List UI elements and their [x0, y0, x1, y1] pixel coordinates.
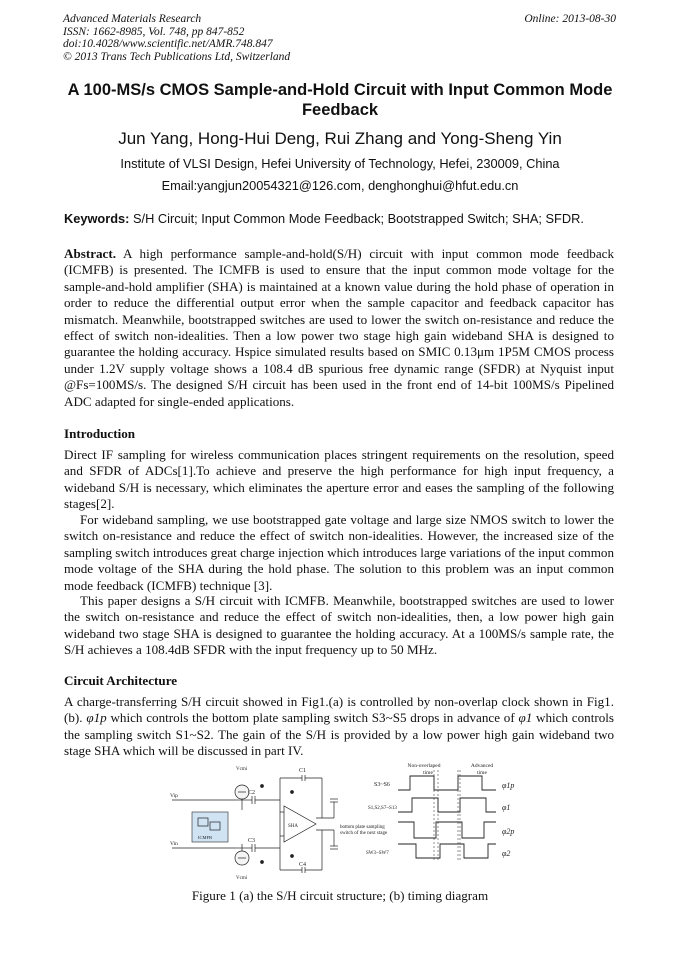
- keywords-text: S/H Circuit; Input Common Mode Feedback; Bootstrapped Switch; SHA; SFDR.: [132, 211, 584, 226]
- label-c4: C4: [299, 862, 307, 868]
- figure-1: [162, 762, 532, 880]
- email-line: Email:yangjun20054321@126.com, denghonghui@hfut.edu.cn: [161, 178, 519, 193]
- label-phi2p: φ2p: [502, 827, 515, 836]
- phi1p-symbol: φ1p: [86, 710, 107, 726]
- intro-paragraph-1: Direct IF sampling for wireless communication places stringent requirements on the resolution, speed and SFDR of ADCs[1].To achieve and preserve the high performance for high input frequency, a wideband S/H is necessary, which eliminates the aperture error and eases the sampling of the following stages[2].: [64, 447, 614, 512]
- journal-header: [63, 13, 290, 63]
- waveform-phi2p: [398, 822, 496, 838]
- label-icmfb: ICMFB: [198, 835, 213, 840]
- label-time-1: time: [423, 770, 433, 776]
- label-bottom-2: switch of the next stage: [340, 831, 388, 836]
- affiliation: Institute of VLSI Design, Hefei University of Technology, Hefei, 230009, China: [120, 156, 560, 171]
- label-advanced: Advanced: [470, 763, 494, 769]
- circuit-text-a: A charge-transferring S/H circuit showed in Fig1.(a) is controlled by non-overlap clock shown in Fig1.(b).: [64, 694, 614, 726]
- label-s3s6: S3~S6: [374, 782, 390, 788]
- circuit-text-b: which controls the bottom plate sampling switch S3~S5 drops in advance of: [106, 710, 519, 726]
- timing-diagram: [398, 770, 496, 862]
- copyright-line: © 2013 Trans Tech Publications Ltd, Switzerland: [63, 50, 291, 63]
- online-date: Online: 2013-08-30: [524, 13, 616, 25]
- label-s1s2: S1,S2,S7~S13: [368, 806, 397, 811]
- label-time-2: time: [477, 770, 487, 776]
- label-sw3: SW3~SW7: [366, 851, 389, 856]
- phi1-symbol: φ1: [518, 710, 533, 726]
- label-c2: C2: [248, 790, 256, 796]
- label-sha: SHA: [288, 824, 299, 829]
- label-phi2: φ2: [502, 849, 511, 858]
- abstract-label: Abstract.: [64, 246, 116, 261]
- circuit-text-c: which controls the sampling switch S1~S2. The gain of the S/H is provided by a low power high gain wideband two stage SHA which will be discussed in part IV.: [64, 710, 614, 759]
- author-list: Jun Yang, Hong-Hui Deng, Rui Zhang and Yong-Sheng Yin: [118, 129, 562, 148]
- abstract: [64, 246, 614, 410]
- issn-line: ISSN: 1662-8985, Vol. 748, pp 847-852: [63, 25, 245, 38]
- circuit-paragraph: [64, 694, 614, 760]
- label-vcm-bottom: Vcmi: [236, 876, 248, 880]
- figure-caption: Figure 1 (a) the S/H circuit structure; (b) timing diagram: [191, 888, 489, 903]
- label-c1: C1: [299, 768, 307, 774]
- doi-line: doi:10.4028/www.scientific.net/AMR.748.847: [63, 38, 273, 50]
- journal-name: Advanced Materials Research: [63, 13, 202, 25]
- keywords: [64, 211, 619, 226]
- abstract-text: A high performance sample-and-hold(S/H) circuit with input common mode feedback (ICMFB) is presented. The ICMFB is used to ensure that the input common mode voltage for the sample-and-hold amplifier (SHA) is maintained at a known value during the hold phase of operation in order to reduce the differential output error when the sample capacitor and feedback capacitor has mismatch. Meanwhile, bootstrapped switches are used to lower the switch on-resistance and reduce the effect of switch non-idealities. Then a low power two stage high gain wideband SHA is designed to guarantee the holding accuracy. Hspice simulated results based on SMIC 0.13μm 1P5M CMOS process under 1.2V supply voltage shows a 108.4 dB spurious free dynamic range (SFDR) at Nyquist input @Fs=100MS/s. The designed S/H circuit has been used in the front end of 14-bit 100MS/s Pipelined ADC adapted for single-ended applications.: [64, 246, 614, 409]
- label-vin: Vin: [170, 841, 178, 847]
- circuit-architecture-heading: Circuit Architecture: [64, 673, 178, 688]
- keywords-label: Keywords:: [64, 211, 130, 226]
- paper-title: A 100-MS/s CMOS Sample-and-Hold Circuit with Input Common Mode Feedback: [67, 81, 613, 119]
- label-nonoverlap: Non-overlaped: [407, 763, 441, 769]
- waveform-phi1p: [398, 776, 496, 790]
- intro-paragraph-2: For wideband sampling, we use bootstrapped gate voltage and large size NMOS switch to lower the switch on-resistance and reduce the effect of switch non-idealities. However, the increased size of the sampling switch introduces great charge injection which introduces large variations of the input common mode voltage of the SHA during the hold phase. The solution to this problem was an input common mode feedback (ICMFB) technique [3].: [64, 512, 614, 593]
- intro-paragraph-3: This paper designs a S/H circuit with ICMFB. Meanwhile, bootstrapped switches are used to lower the switch on-resistance and reduce the effect of switch non-idealities, then, a low power high gain wideband two stage SHA is designed to guarantee the holding accuracy. At a 100MS/s sample rate, the S/H achieves a 108.4dB SFDR with the input frequency up to 50 MHz.: [64, 593, 614, 658]
- label-vip: Vip: [170, 793, 178, 799]
- label-phi1p: φ1p: [502, 781, 515, 790]
- introduction-heading: Introduction: [64, 426, 136, 441]
- label-vcm-top: Vcmi: [236, 767, 248, 772]
- label-bottom-1: bottom plate sampling: [340, 825, 385, 830]
- waveform-phi1: [398, 798, 496, 812]
- waveform-phi2: [398, 844, 496, 858]
- label-phi1: φ1: [502, 803, 511, 812]
- label-c3: C3: [248, 838, 256, 844]
